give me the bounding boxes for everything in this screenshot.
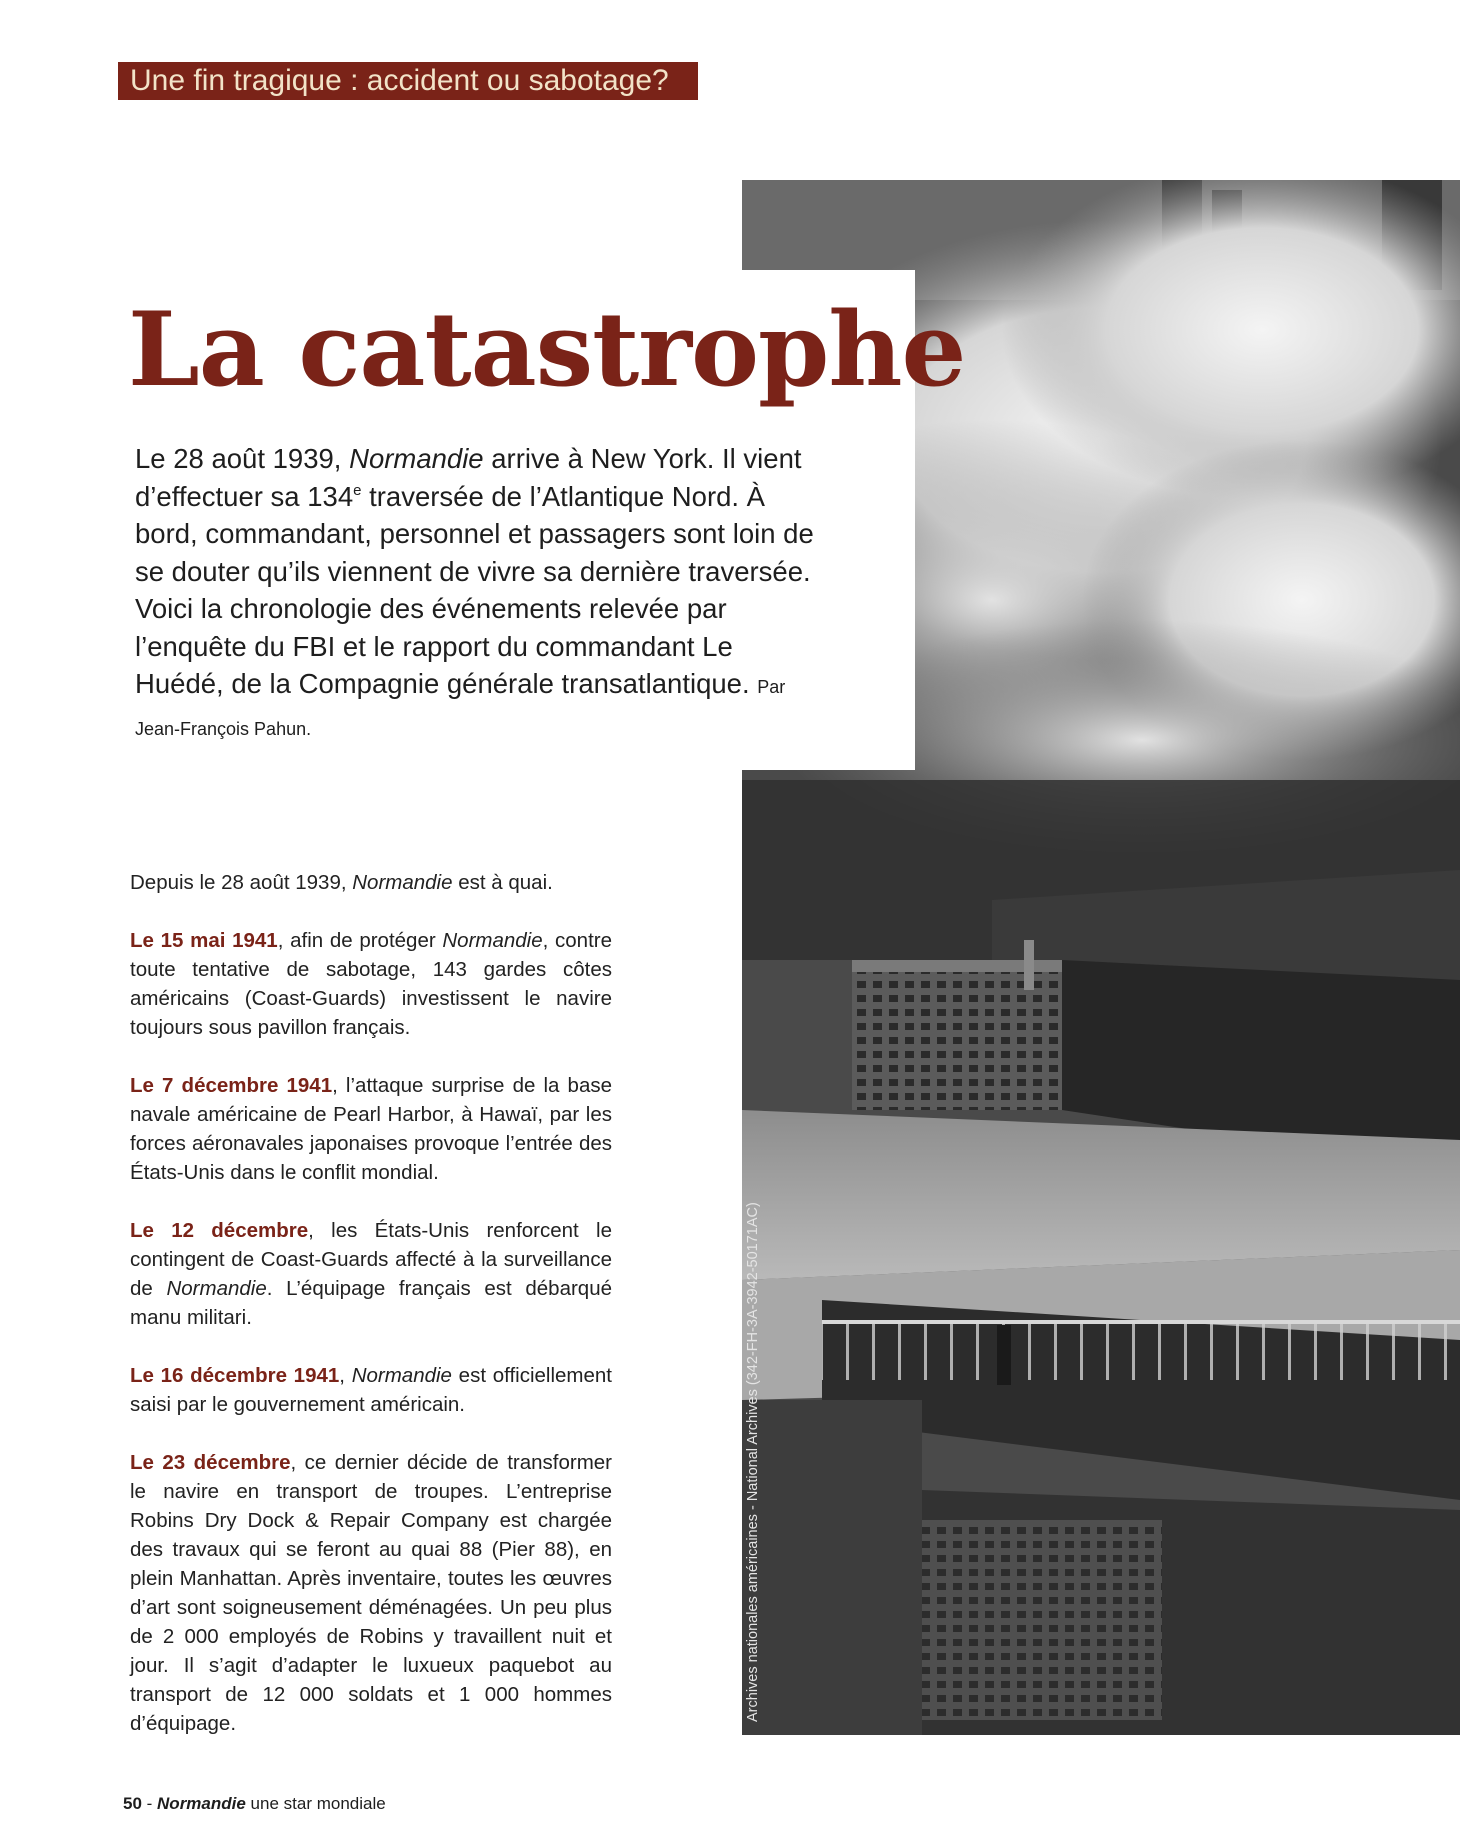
ship-name: Normandie [166,1277,267,1300]
article-title: La catastrophe [128,290,966,410]
chronology-date: Le 23 décembre [130,1451,291,1474]
section-rubric: Une fin tragique : accident ou sabotage? [118,62,698,100]
lead-ordinal: e [353,481,362,499]
magazine-tagline: une star mondiale [245,1794,386,1813]
byline: Par Jean-François Pahun. [135,677,786,739]
paragraph-text: , [339,1364,352,1387]
paragraph-text: , contre toute tentative de sabotage, 143 gardes côtes américains (Coast-Guards) investissent le navire toujours sous pavillon français. [130,929,612,1039]
chronology-paragraph [130,926,612,1042]
paragraph-text: est officiellement saisi par le gouvernement américain. [130,1364,612,1416]
footer-separator: - [141,1794,158,1813]
page-footer [123,1794,386,1814]
paragraph-text: . L’équipage français est débarqué manu militari. [130,1277,613,1329]
chronology-column [130,868,612,1767]
lead-text-2: arrive à New York. Il vient d’effectuer sa 134 [135,443,802,512]
ship-name: Normandie [352,871,453,894]
lead-text-3: traversée de l’Atlantique Nord. À bord, commandant, personnel et passagers sont loin de se douter qu’ils viennent de vivre sa dernière traversée. Voici la chronologie des événements relevée par l’enquête du FBI et le rapport du commandant Le Huédé, de la Compagnie générale transatlantique. [135,480,814,699]
photo-credit: Archives nationales américaines - National Archives (342-FH-3A-3942-50171AC) [745,1202,761,1722]
lead-ship-name: Normandie [349,443,484,474]
chronology-date: Le 7 décembre 1941 [130,1074,333,1097]
article-lead [135,440,825,748]
paragraph-text: , ce dernier décide de transformer le navire en transport de troupes. L’entreprise Robins Dry Dock & Repair Company est chargée des travaux qui se feront au quai 88 (Pier 88), en plein Manhattan. Après inventaire, toutes les œuvres d’art sont soigneusement déménagées. Un peu plus de 2 000 employés de Robins y travaillent nuit et jour. Il s’agit d’adapter le luxueux paquebot au transport de 12 000 soldats et 1 000 hommes d’équipage. [130,1451,612,1735]
paragraph-text: , afin de protéger [277,929,443,952]
paragraph-text: Depuis le 28 août 1939, [130,871,353,894]
chronology-date: Le 12 décembre [130,1219,309,1242]
ship-name: Normandie [351,1364,452,1387]
paragraph-text: est à quai. [452,871,553,894]
paragraph-text: , l’attaque surprise de la base navale américaine de Pearl Harbor, à Hawaï, par les forces aéronavales japonaises provoque l’entrée des États-Unis dans le conflit mondial. [130,1074,612,1184]
chronology-paragraph [130,868,612,897]
chronology-paragraph [130,1361,612,1419]
chronology-paragraph [130,1448,612,1738]
paragraph-text: , les États-Unis renforcent le contingent de Coast-Guards affecté à la surveillance de [130,1219,612,1300]
lead-text-1: Le 28 août 1939, [135,443,350,474]
chronology-paragraph [130,1071,612,1187]
chronology-date: Le 16 décembre 1941 [130,1364,340,1387]
ship-name: Normandie [442,929,543,952]
chronology-paragraph [130,1216,612,1332]
chronology-date: Le 15 mai 1941 [130,929,278,952]
magazine-name: Normandie [157,1794,246,1813]
page-number: 50 [123,1794,142,1813]
